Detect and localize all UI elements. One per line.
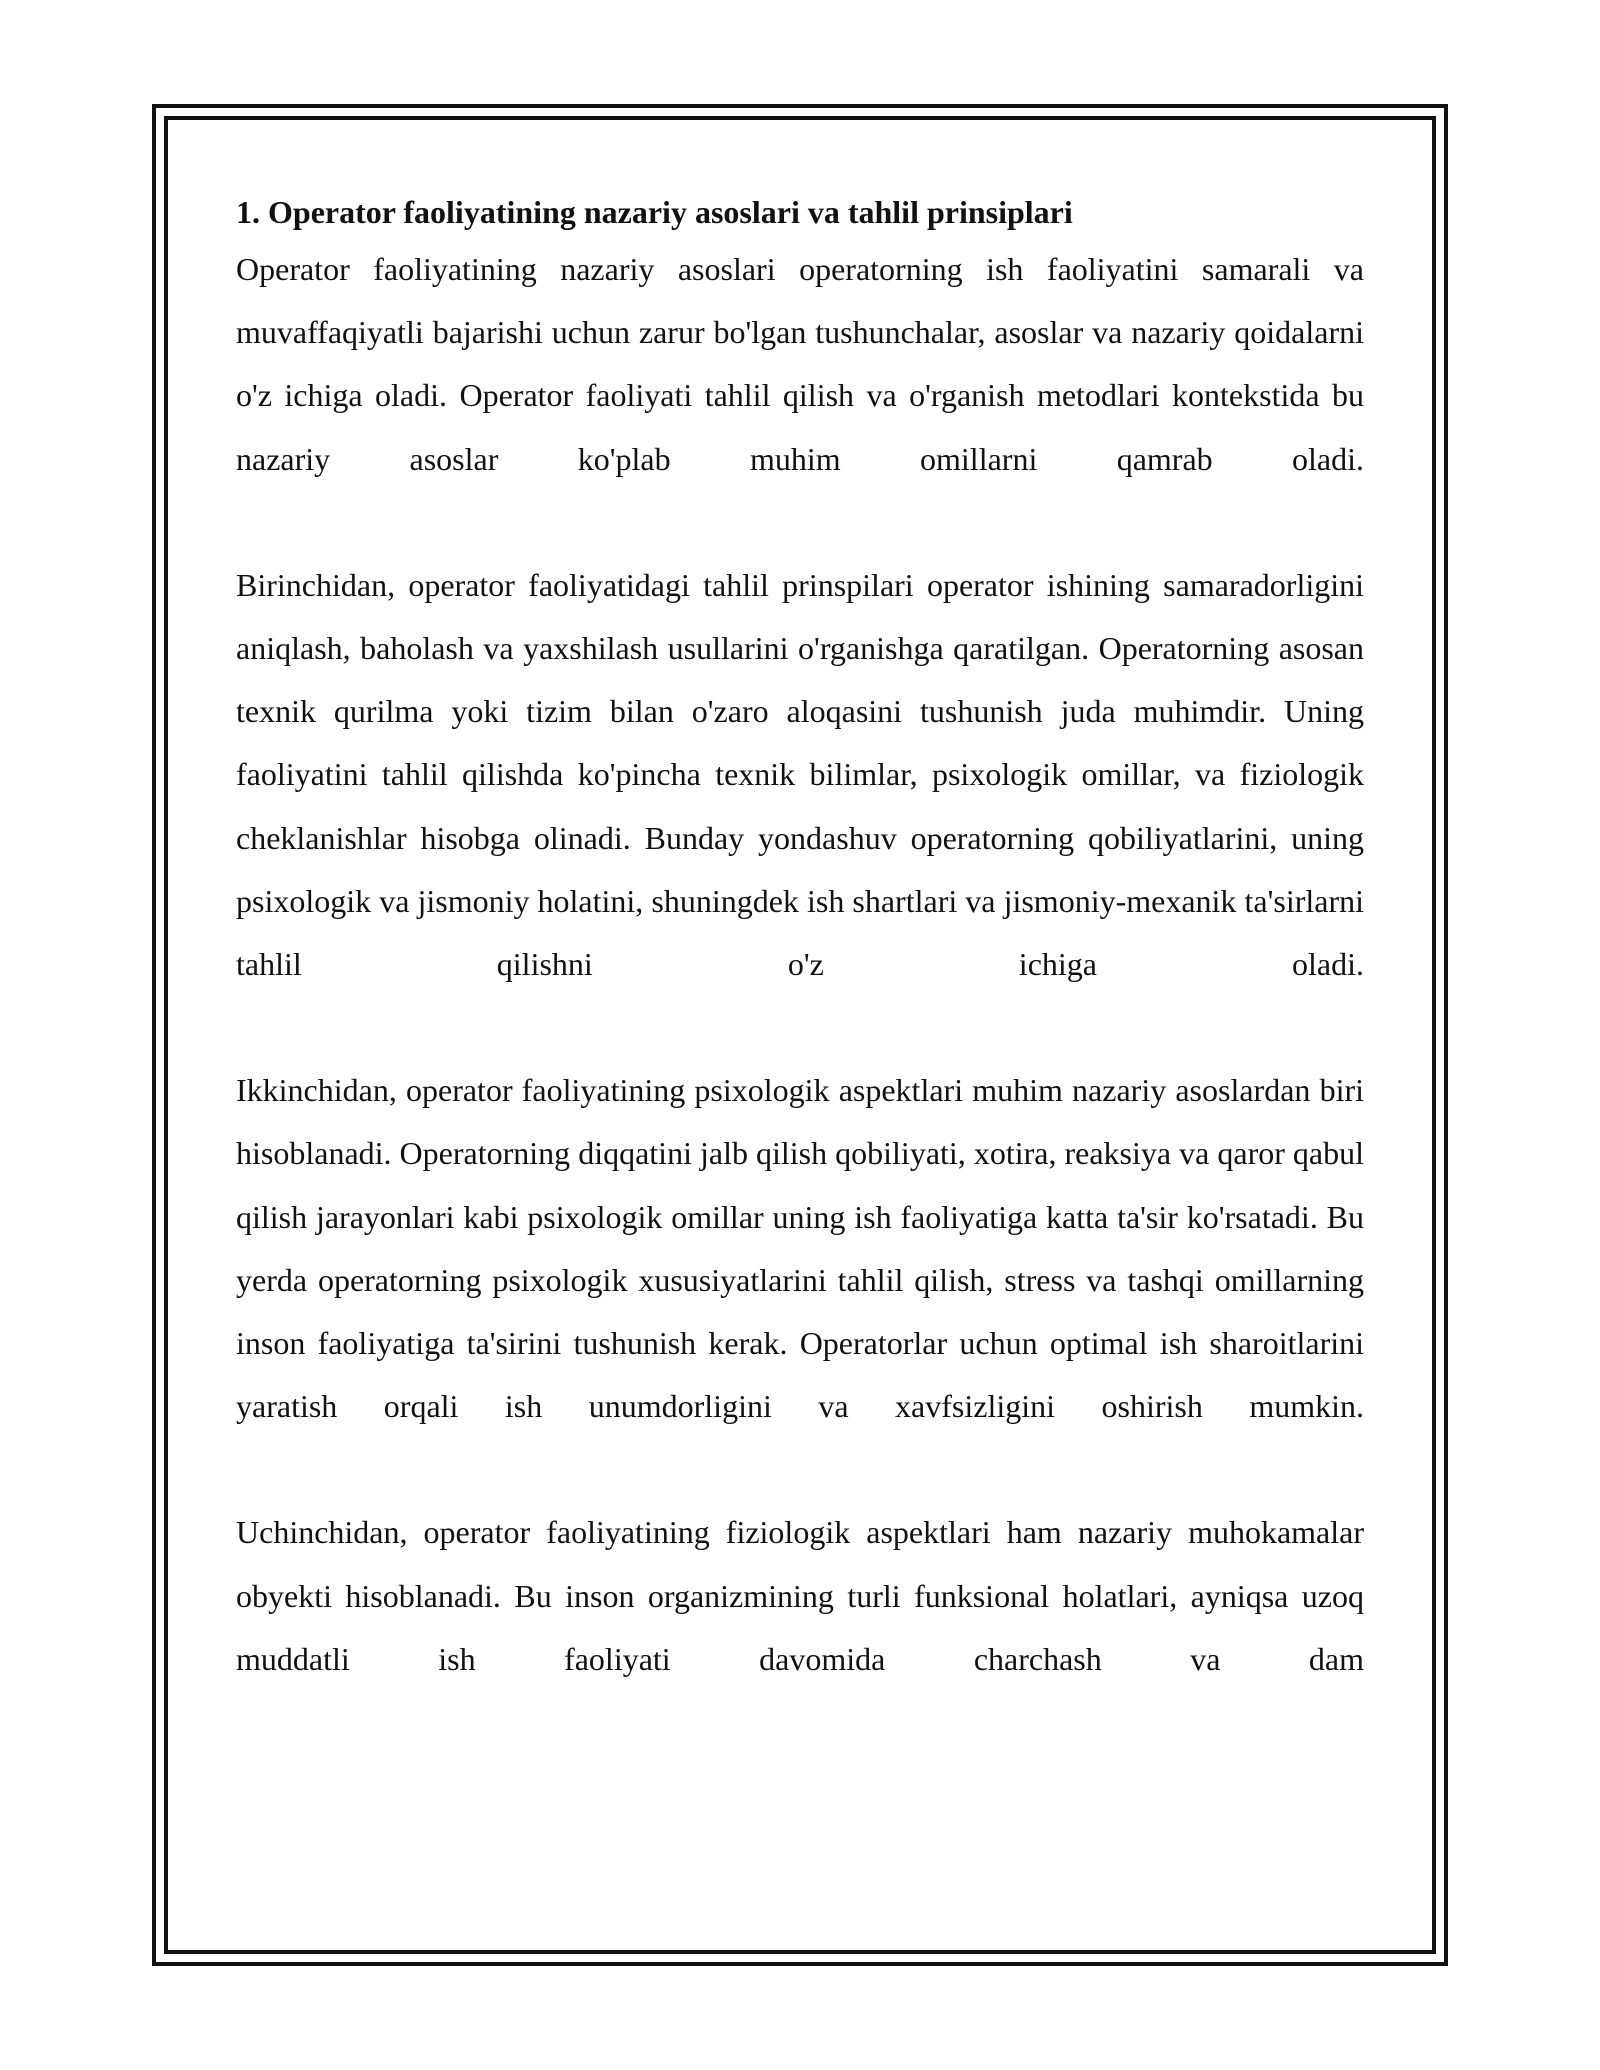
document-body bbox=[236, 186, 1364, 1691]
paragraph-second-point: Ikkinchidan, operator faoliyatining psixologik aspektlari muhim nazariy asoslardan biri hisoblanadi. Operatorning diqqatini jalb qilish qobiliyati, xotira, reaksiya va qaror qabul qilish jarayonlari kabi psixologik omillar uning ish faoliyatiga katta ta'sir ko'rsatadi. Bu yerda operatorning psixologik xususiyatlarini tahlil qilish, stress va tashqi omillarning inson faoliyatiga ta'sirini tushunish kerak. Operatorlar uchun optimal ish sharoitlarini yaratish orqali ish unumdorligini va xavfsizligini oshirish mumkin. bbox=[236, 1072, 1364, 1425]
paragraph-gap bbox=[236, 491, 1364, 554]
paragraph-first-point: Birinchidan, operator faoliyatidagi tahlil prinspilari operator ishining samaradorligini aniqlash, baholash va yaxshilash usullarini o'rganishga qaratilgan. Operatorning asosan texnik qurilma yoki tizim bilan o'zaro aloqasini tushunish juda muhimdir. Uning faoliyatini tahlil qilishda ko'pincha texnik bilimlar, psixologik omillar, va fiziologik cheklanishlar hisobga olinadi. Bunday yondashuv operatorning qobiliyatlarini, uning psixologik va jismoniy holatini, shuningdek ish shartlari va jismoniy-mexanik ta'sirlarni tahlil qilishni o'z ichiga oladi. bbox=[236, 566, 1364, 983]
paragraph-gap bbox=[236, 1438, 1364, 1501]
section-heading: 1. Operator faoliyatining nazariy asoslari va tahlil prinsiplari bbox=[236, 194, 1073, 230]
paragraph-gap bbox=[236, 996, 1364, 1059]
paragraph-intro: Operator faoliyatining nazariy asoslari operatorning ish faoliyatini samarali va muvaffaqiyatli bajarishi uchun zarur bo'lgan tushunchalar, asoslar va nazariy qoidalarni o'z ichiga oladi. Operator faoliyati tahlil qilish va o'rganish metodlari kontekstida bu nazariy asoslar ko'plab muhim omillarni qamrab oladi. bbox=[236, 251, 1364, 477]
paragraph-third-point: Uchinchidan, operator faoliyatining fiziologik aspektlari ham nazariy muhokamalar obyekti hisoblanadi. Bu inson organizmining turli funksional holatlari, ayniqsa uzoq muddatli ish faoliyati davomida charchash va dam bbox=[236, 1514, 1364, 1677]
